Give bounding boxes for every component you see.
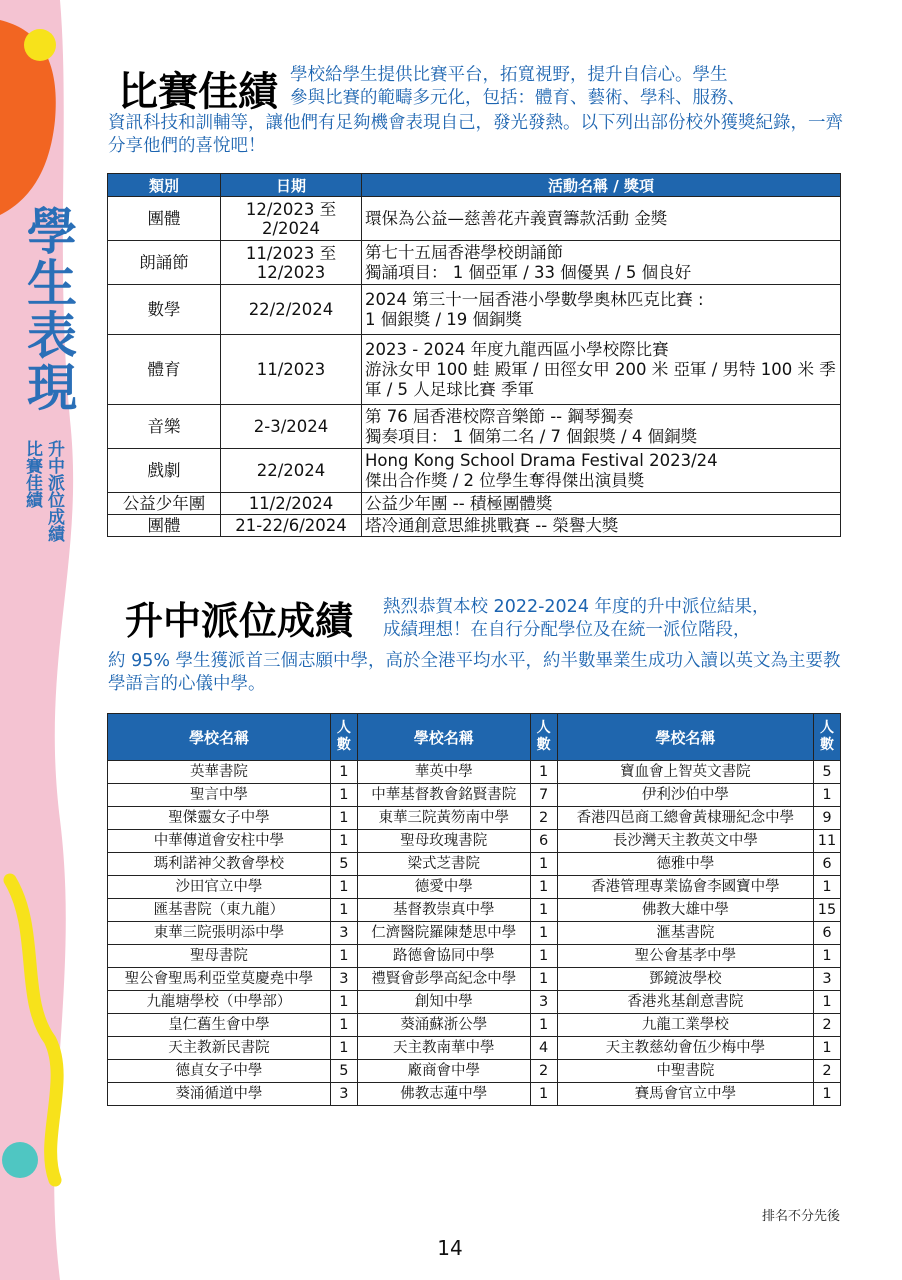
awards-cell-category: 數學 [108, 285, 221, 335]
school-name: 聖傑靈女子中學 [108, 807, 331, 830]
schools-row [108, 761, 841, 784]
school-name: 華英中學 [357, 761, 530, 784]
section2-title: 升中派位成績 [125, 599, 354, 643]
school-count: 2 [814, 1060, 841, 1083]
school-count: 3 [330, 968, 357, 991]
schools-row [108, 1060, 841, 1083]
school-count: 15 [814, 899, 841, 922]
side-sub-titles [22, 440, 42, 590]
school-count: 1 [330, 830, 357, 853]
school-name: 九龍工業學校 [557, 1014, 813, 1037]
awards-row [108, 335, 841, 405]
school-name: 仁濟醫院羅陳楚思中學 [357, 922, 530, 945]
school-name: 創知中學 [357, 991, 530, 1014]
school-name: 聖母玫瑰書院 [357, 830, 530, 853]
awards-cell-date: 12/2023 至 2/2024 [221, 197, 362, 241]
school-count: 1 [330, 1014, 357, 1037]
school-name: 九龍塘學校（中學部） [108, 991, 331, 1014]
school-count: 2 [814, 1014, 841, 1037]
awards-cell-award: 第七十五屆香港學校朗誦節 獨誦項目： 1 個亞軍 / 33 個優異 / 5 個良好 [362, 241, 841, 285]
awards-row [108, 197, 841, 241]
school-name: 佛教大雄中學 [557, 899, 813, 922]
awards-row [108, 449, 841, 493]
schools-row [108, 968, 841, 991]
school-count: 1 [814, 876, 841, 899]
school-count: 2 [530, 1060, 557, 1083]
schools-row [108, 945, 841, 968]
side-sub-title-1: 升中派位成績 [44, 440, 64, 542]
school-count: 2 [530, 807, 557, 830]
school-count: 5 [814, 761, 841, 784]
school-count: 3 [330, 922, 357, 945]
school-count: 5 [330, 853, 357, 876]
schools-row [108, 830, 841, 853]
school-count: 3 [330, 1083, 357, 1106]
school-name: 伊利沙伯中學 [557, 784, 813, 807]
schools-row [108, 899, 841, 922]
side-main-title: 學生表現 [19, 205, 77, 413]
school-name: 德雅中學 [557, 853, 813, 876]
school-name: 長沙灣天主教英文中學 [557, 830, 813, 853]
school-count: 1 [330, 1037, 357, 1060]
school-name: 英華書院 [108, 761, 331, 784]
school-name: 禮賢會彭學高紀念中學 [357, 968, 530, 991]
schools-header-school-1: 學校名稱 [108, 714, 331, 761]
awards-cell-date: 2-3/2024 [221, 405, 362, 449]
school-count: 1 [330, 945, 357, 968]
awards-row [108, 515, 841, 537]
section1-intro [290, 64, 845, 110]
awards-cell-award: Hong Kong School Drama Festival 2023/24 傑出合作獎 / 2 位學生奪得傑出演員獎 [362, 449, 841, 493]
section1-title: 比賽佳績 [118, 69, 278, 115]
section2-intro-rest: 約 95% 學生獲派首三個志願中學，高於全港平均水平，約半數畢業生成功入讀以英文為主要教學語言的心儀中學。 [108, 651, 841, 694]
school-name: 聖公會基孝中學 [557, 945, 813, 968]
awards-cell-date: 11/2/2024 [221, 493, 362, 515]
awards-cell-date: 11/2023 [221, 335, 362, 405]
awards-cell-category: 團體 [108, 515, 221, 537]
awards-cell-date: 21-22/6/2024 [221, 515, 362, 537]
awards-cell-date: 11/2023 至 12/2023 [221, 241, 362, 285]
schools-row [108, 1083, 841, 1106]
school-name: 佛教志蓮中學 [357, 1083, 530, 1106]
awards-cell-award: 2024 第三十一屆香港小學數學奧林匹克比賽 : 1 個銀獎 / 19 個銅獎 [362, 285, 841, 335]
school-count: 1 [530, 876, 557, 899]
school-count: 1 [530, 945, 557, 968]
awards-cell-award: 2023 - 2024 年度九龍西區小學校際比賽 游泳女甲 100 蛙 殿軍 / 田徑女甲 200 米 亞軍 / 男特 100 米 季軍 / 5 人足球比賽 季軍 [362, 335, 841, 405]
school-count: 3 [814, 968, 841, 991]
school-name: 路德會協同中學 [357, 945, 530, 968]
school-name: 基督教崇真中學 [357, 899, 530, 922]
schools-header-count-1: 人數 [330, 714, 357, 761]
school-name: 皇仁舊生會中學 [108, 1014, 331, 1037]
awards-header-date: 日期 [221, 174, 362, 197]
school-count: 3 [530, 991, 557, 1014]
school-count: 1 [814, 991, 841, 1014]
school-name: 聖言中學 [108, 784, 331, 807]
school-name: 賽馬會官立中學 [557, 1083, 813, 1106]
school-count: 1 [530, 968, 557, 991]
awards-row [108, 493, 841, 515]
school-count: 1 [814, 1083, 841, 1106]
awards-cell-category: 體育 [108, 335, 221, 405]
awards-cell-date: 22/2/2024 [221, 285, 362, 335]
school-name: 東華三院張明添中學 [108, 922, 331, 945]
school-name: 天主教慈幼會伍少梅中學 [557, 1037, 813, 1060]
school-count: 1 [814, 784, 841, 807]
ranking-note: 排名不分先後 [761, 1209, 840, 1224]
side-sub-title-2: 比賽佳績 [22, 440, 42, 508]
school-name: 鄧鏡波學校 [557, 968, 813, 991]
awards-row [108, 405, 841, 449]
section2-intro [383, 596, 843, 642]
school-count: 7 [530, 784, 557, 807]
school-count: 1 [330, 991, 357, 1014]
schools-row [108, 784, 841, 807]
awards-row [108, 285, 841, 335]
awards-cell-date: 22/2024 [221, 449, 362, 493]
school-count: 9 [814, 807, 841, 830]
decorative-left-strip [0, 0, 110, 1280]
school-name: 德愛中學 [357, 876, 530, 899]
awards-cell-award: 公益少年團 -- 積極團體獎 [362, 493, 841, 515]
school-name: 中聖書院 [557, 1060, 813, 1083]
section1-intro-line1: 學校給學生提供比賽平台，拓寬視野，提升自信心。學生 [290, 65, 728, 85]
school-count: 1 [530, 922, 557, 945]
school-name: 沙田官立中學 [108, 876, 331, 899]
schools-row [108, 1037, 841, 1060]
school-count: 1 [330, 807, 357, 830]
awards-table [107, 173, 841, 537]
school-name: 中華傳道會安柱中學 [108, 830, 331, 853]
school-name: 瑪利諾神父教會學校 [108, 853, 331, 876]
school-name: 東華三院黃笏南中學 [357, 807, 530, 830]
schools-header-school-3: 學校名稱 [557, 714, 813, 761]
schools-row [108, 922, 841, 945]
school-name: 聖公會聖馬利亞堂莫慶堯中學 [108, 968, 331, 991]
school-count: 4 [530, 1037, 557, 1060]
school-count: 1 [330, 899, 357, 922]
section2-intro-line1: 熱烈恭賀本校 2022-2024 年度的升中派位結果， [383, 597, 770, 617]
section1-intro-rest: 資訊科技和訓輔等，讓他們有足夠機會表現自己，發光發熱。以下列出部份校外獲獎紀錄，一齊分享他們的喜悅吧！ [108, 113, 843, 156]
school-count: 1 [330, 876, 357, 899]
awards-cell-category: 公益少年團 [108, 493, 221, 515]
school-count: 1 [330, 761, 357, 784]
school-count: 1 [530, 853, 557, 876]
school-count: 11 [814, 830, 841, 853]
schools-row [108, 991, 841, 1014]
school-name: 天主教南華中學 [357, 1037, 530, 1060]
school-name: 德貞女子中學 [108, 1060, 331, 1083]
school-count: 6 [530, 830, 557, 853]
school-name: 滙基書院 [557, 922, 813, 945]
schools-header-row [108, 714, 841, 761]
awards-cell-award: 第 76 屆香港校際音樂節 -- 鋼琴獨奏 獨奏項目： 1 個第二名 / 7 個銀獎 / 4 個銅獎 [362, 405, 841, 449]
awards-cell-category: 團體 [108, 197, 221, 241]
school-count: 5 [330, 1060, 357, 1083]
school-count: 1 [814, 1037, 841, 1060]
schools-header-count-3: 人數 [814, 714, 841, 761]
side-sub-titles-col1 [44, 440, 64, 590]
school-count: 1 [814, 945, 841, 968]
school-name: 中華基督教會銘賢書院 [357, 784, 530, 807]
awards-cell-category: 戲劇 [108, 449, 221, 493]
schools-row [108, 807, 841, 830]
school-name: 葵涌蘇浙公學 [357, 1014, 530, 1037]
schools-table [107, 713, 841, 1106]
school-count: 1 [530, 899, 557, 922]
awards-row [108, 241, 841, 285]
section1-intro-line2: 參與比賽的範疇多元化，包括：體育、藝術、學科、服務、 [290, 88, 745, 108]
school-count: 6 [814, 922, 841, 945]
school-name: 聖母書院 [108, 945, 331, 968]
school-count: 1 [330, 784, 357, 807]
awards-header-category: 類別 [108, 174, 221, 197]
awards-header-row [108, 174, 841, 197]
school-name: 匯基書院（東九龍） [108, 899, 331, 922]
awards-cell-category: 音樂 [108, 405, 221, 449]
awards-header-award: 活動名稱 / 獎項 [362, 174, 841, 197]
schools-row [108, 876, 841, 899]
school-name: 葵涌循道中學 [108, 1083, 331, 1106]
page-number: 14 [437, 1236, 463, 1260]
awards-cell-category: 朗誦節 [108, 241, 221, 285]
school-count: 1 [530, 1014, 557, 1037]
school-name: 天主教新民書院 [108, 1037, 331, 1060]
school-name: 香港兆基創意書院 [557, 991, 813, 1014]
school-count: 1 [530, 761, 557, 784]
school-count: 1 [530, 1083, 557, 1106]
school-name: 香港四邑商工總會黃棣珊紀念中學 [557, 807, 813, 830]
schools-row [108, 853, 841, 876]
school-name: 廠商會中學 [357, 1060, 530, 1083]
school-name: 香港管理專業協會李國寶中學 [557, 876, 813, 899]
school-name: 梁式芝書院 [357, 853, 530, 876]
awards-cell-award: 環保為公益—慈善花卉義賣籌款活動 金獎 [362, 197, 841, 241]
section2-intro-line2: 成績理想！在自行分配學位及在統一派位階段， [383, 620, 751, 640]
school-count: 6 [814, 853, 841, 876]
awards-cell-award: 塔冷通創意思維挑戰賽 -- 榮譽大獎 [362, 515, 841, 537]
schools-row [108, 1014, 841, 1037]
schools-header-school-2: 學校名稱 [357, 714, 530, 761]
schools-header-count-2: 人數 [530, 714, 557, 761]
school-name: 寶血會上智英文書院 [557, 761, 813, 784]
